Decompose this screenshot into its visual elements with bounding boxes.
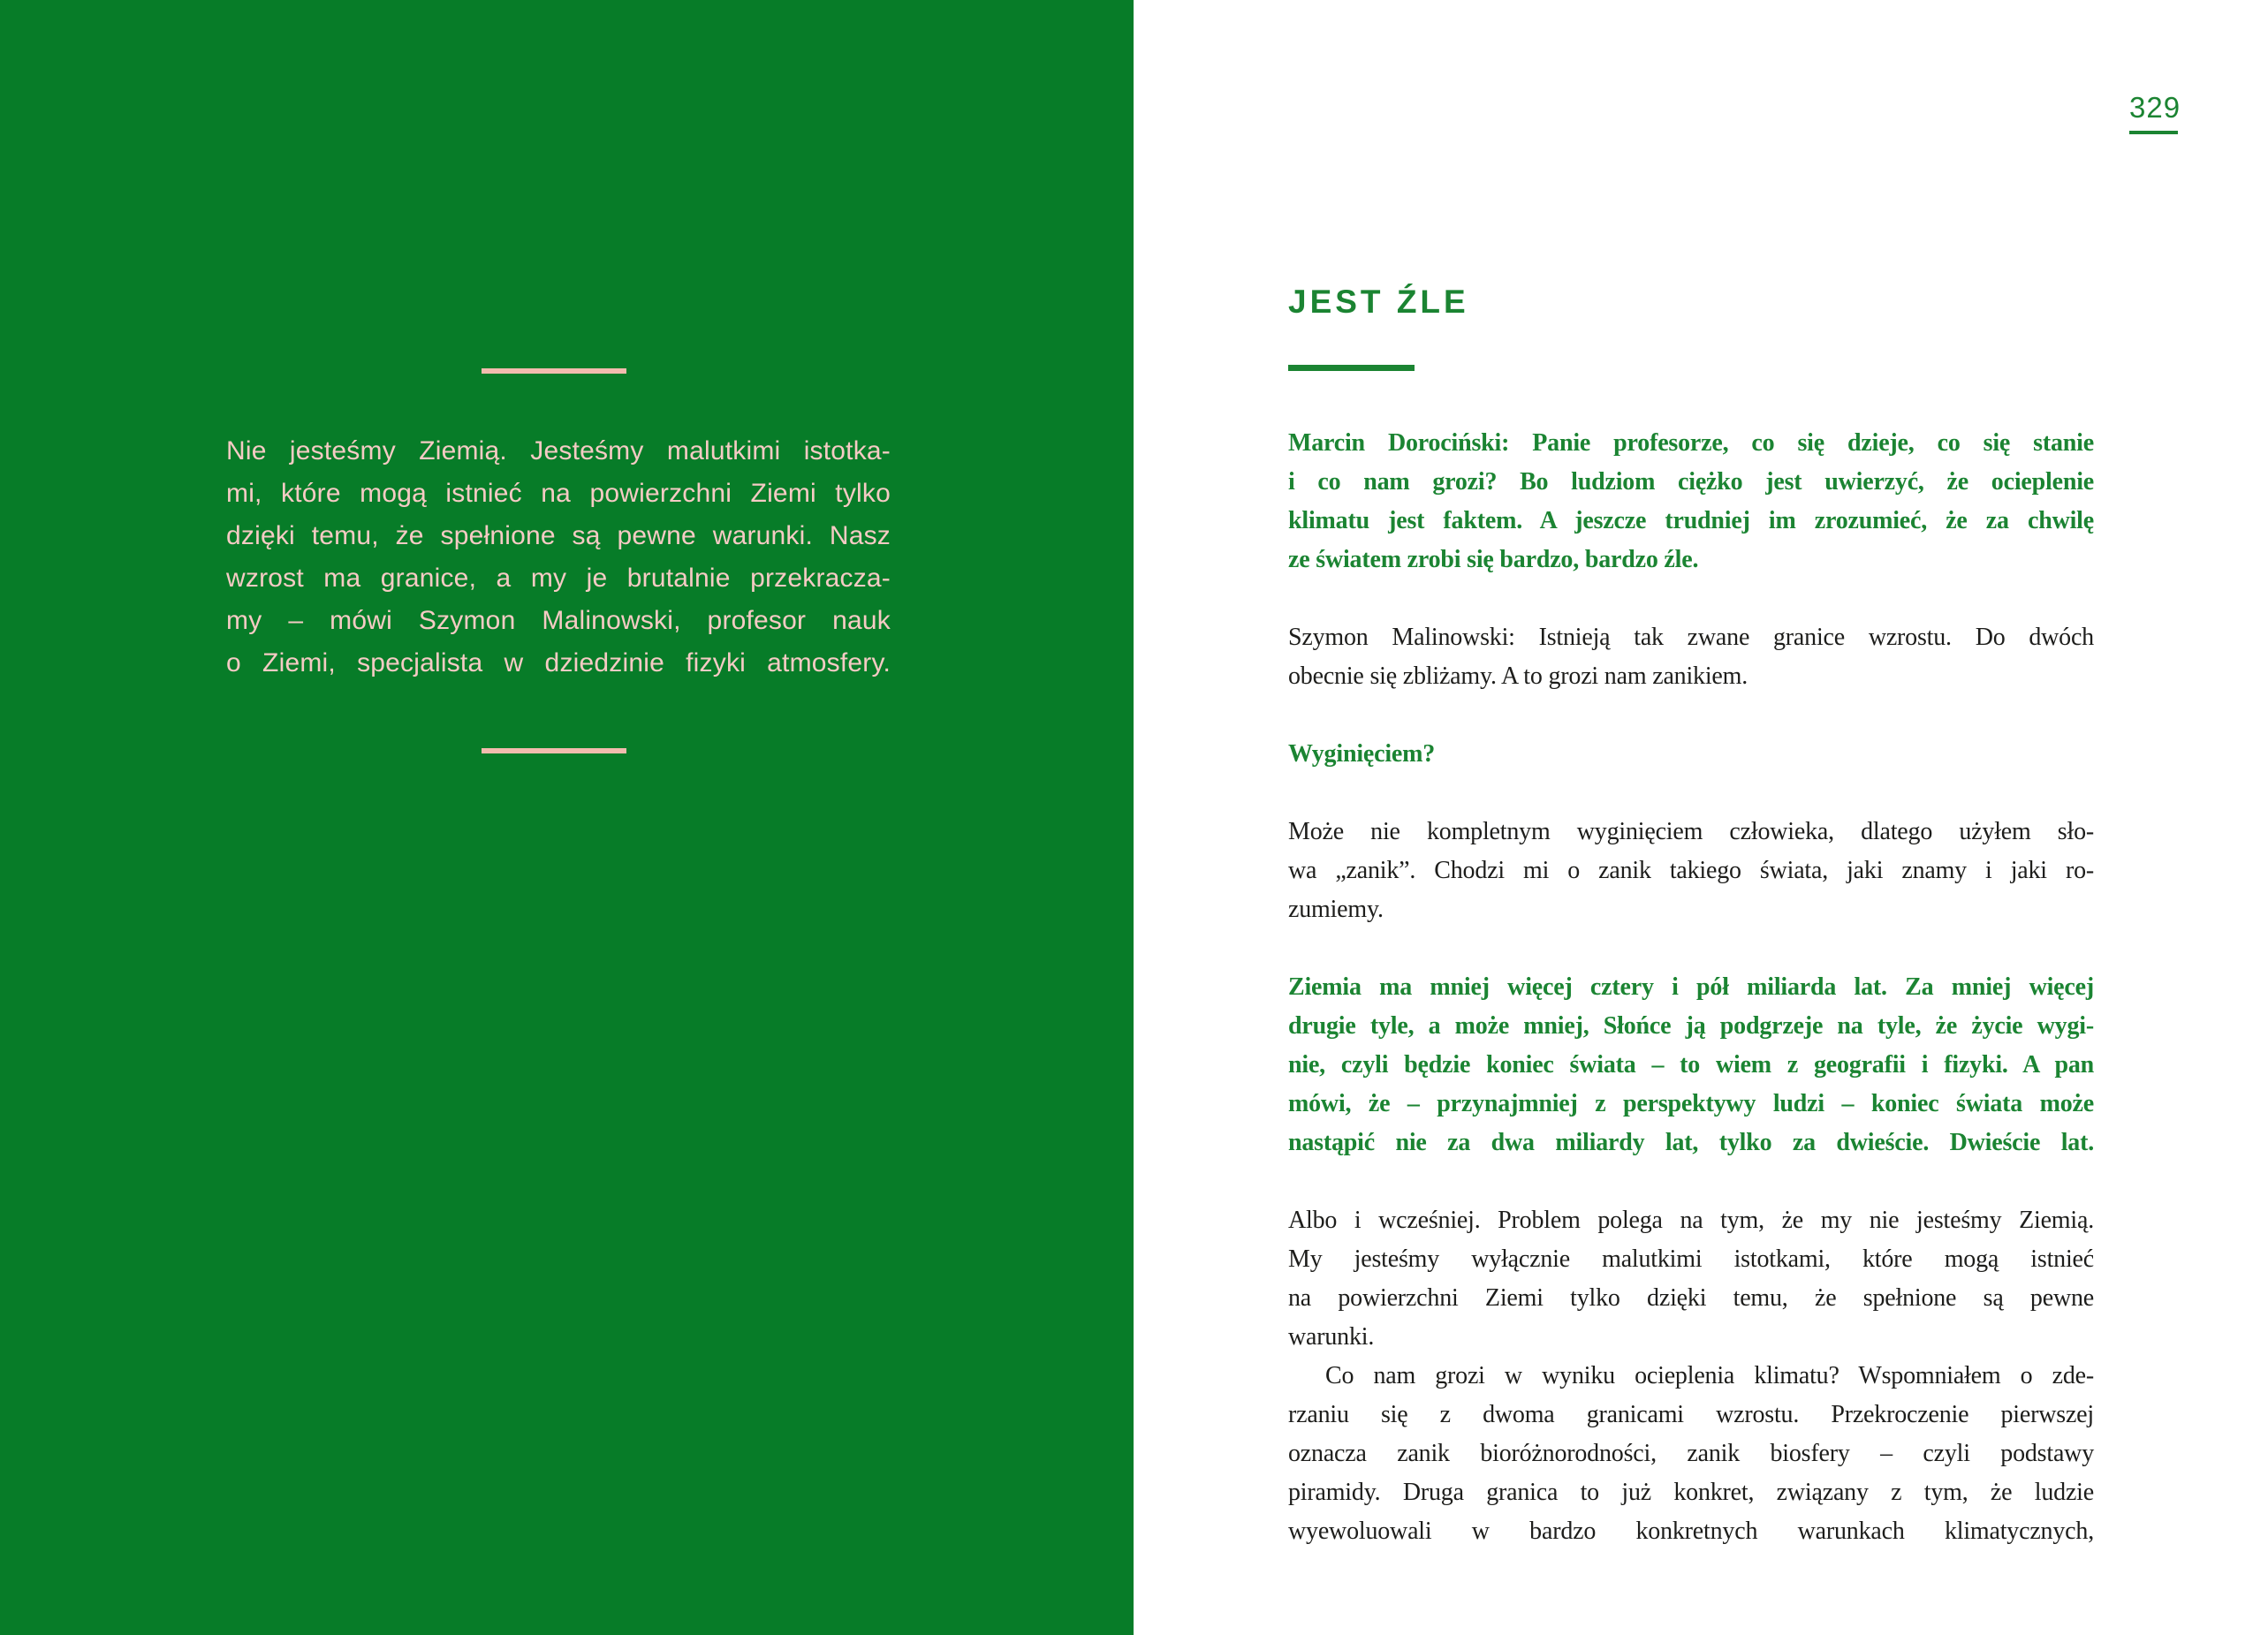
quote-divider-bottom [482,748,626,753]
text-line: wyewoluowali w bardzo konkretnych warunkach klimatycznych, [1288,1518,2094,1545]
quote-line: wzrost ma granice, a my je brutalnie przekracza- [226,564,891,593]
paragraph-answer-2 [1288,813,2094,929]
quote-line: o Ziemi, specjalista w dziedzinie fizyki atmosfery. [226,648,891,677]
interview-body [1288,424,2094,1590]
text-line: drugie tyle, a może mniej, Słońce ją podgrzeje na tyle, że życie wygi- [1288,1012,2094,1040]
text-line: obecnie się zbliżamy. A to grozi nam zanikiem. [1288,662,1748,690]
text-line: mówi, że – przynajmniej z perspektywy ludzi – koniec świata może [1288,1090,2094,1117]
text-line: Szymon Malinowski: Istnieją tak zwane granice wzrostu. Do dwóch [1288,624,2094,651]
text-line: piramidy. Druga granica to już konkret, związany z tym, że ludzie [1288,1479,2094,1506]
text-line: i co nam grozi? Bo ludziom ciężko jest uwierzyć, że ocieplenie [1288,468,2094,496]
quote-line: mi, które mogą istnieć na powierzchni Ziemi tylko [226,479,891,508]
page-number-underline [2129,131,2178,134]
text-line: rzaniu się z dwoma granicami wzrostu. Przekroczenie pierwszej [1288,1401,2094,1428]
quote-line: Nie jesteśmy Ziemią. Jesteśmy malutkimi istotka- [226,436,891,466]
text-line: nastąpić nie za dwa miliardy lat, tylko za dwieście. Dwieście lat. [1288,1129,2094,1156]
chapter-heading-rule [1288,365,1415,371]
text-line: warunki. [1288,1323,1375,1351]
text-line: Wyginięciem? [1288,740,1436,768]
text-line: Ziemia ma mniej więcej cztery i pół miliarda lat. Za mniej więcej [1288,973,2094,1001]
text-line: Albo i wcześniej. Problem polega na tym, że my nie jesteśmy Ziemią. [1288,1207,2094,1234]
text-line: klimatu jest faktem. A jeszcze trudniej im zrozumieć, że za chwilę [1288,507,2094,534]
paragraph-question-2 [1288,735,2094,774]
text-line: na powierzchni Ziemi tylko dzięki temu, że spełnione są pewne [1288,1284,2094,1312]
text-line: nie, czyli będzie koniec świata – to wiem z geografii i fizyki. A pan [1288,1051,2094,1079]
paragraph-question-1 [1288,424,2094,579]
text-line: oznacza zanik bioróżnorodności, zanik biosfery – czyli podstawy [1288,1440,2094,1467]
text-line: My jesteśmy wyłącznie malutkimi istotkami, które mogą istnieć [1288,1245,2094,1273]
quote-line: my – mówi Szymon Malinowski, profesor nauk [226,606,891,635]
text-line: ze światem zrobi się bardzo, bardzo źle. [1288,546,1699,573]
chapter-heading: JEST ŹLE [1288,284,1469,320]
quote-line: dzięki temu, że spełnione są pewne warunki. Nasz [226,521,891,550]
paragraph-question-3 [1288,968,2094,1162]
text-line: Może nie kompletnym wyginięciem człowieka, dlatego użyłem sło- [1288,818,2094,845]
right-page [1134,0,2268,1635]
text-line: Marcin Dorociński: Panie profesorze, co się dzieje, co się stanie [1288,429,2094,457]
paragraph-answer-3a [1288,1201,2094,1357]
text-line: wa „zanik”. Chodzi mi o zanik takiego świata, jaki znamy i jaki ro- [1288,857,2094,884]
pull-quote [226,430,891,685]
paragraph-answer-3b [1288,1357,2094,1551]
quote-divider-top [482,368,626,374]
text-line: zumiemy. [1288,896,1384,923]
text-line: Co nam grozi w wyniku ocieplenia klimatu? Wspomniałem o zde- [1325,1362,2094,1389]
paragraph-answer-1 [1288,618,2094,696]
page-number: 329 [2129,91,2181,124]
